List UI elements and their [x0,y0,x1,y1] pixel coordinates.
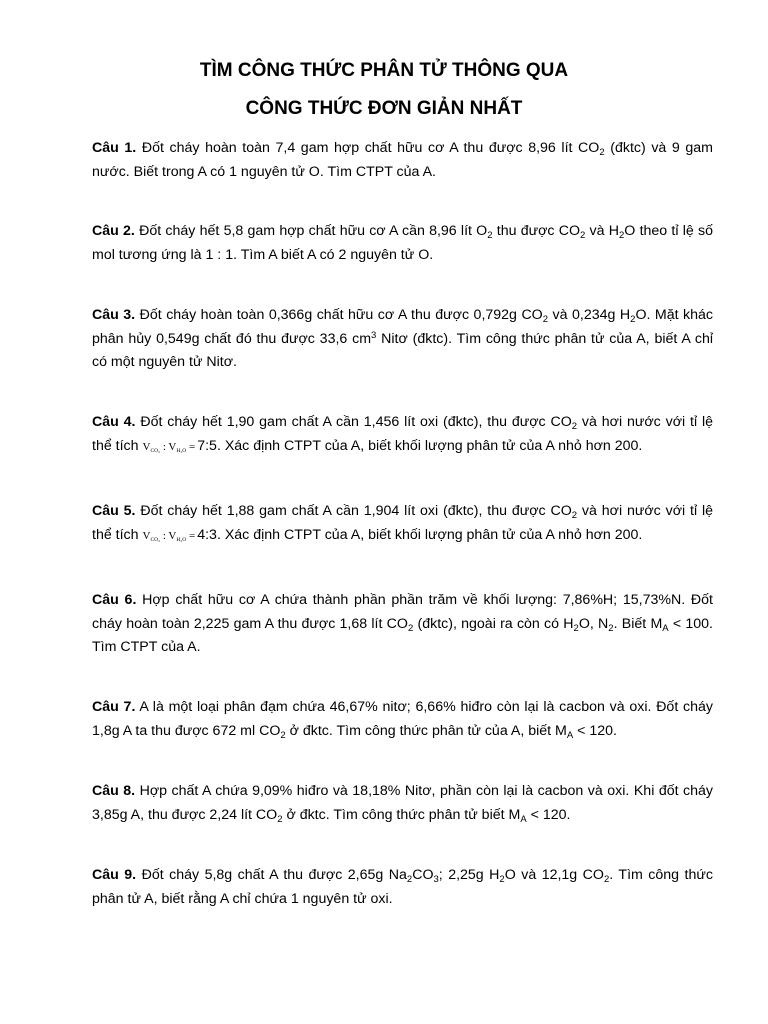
subscript: 2 [487,230,493,241]
question-text: Đốt cháy hết 1,90 gam chất A cần 1,456 lít oxi (đktc), thu được CO [135,414,572,430]
question-label: Câu 9. [92,867,137,883]
question-text: < 120. [526,806,571,823]
question-4 [92,411,713,459]
question-text: O, N [578,615,609,632]
question-text: Đốt cháy hoàn toàn 7,4 gam hợp chất hữu cơ A thu được 8,96 lít CO [136,140,600,156]
subscript: 2 [280,729,286,741]
subscript: A [566,729,574,741]
ratio-subscript: H₂O [176,536,187,543]
question-label: Câu 1. [92,140,137,156]
question-text: (đktc), ngoài ra còn có H [413,615,574,632]
question-text: Nitơ (đktc). Tìm công thức phân tử của A, biết A chỉ có một nguyên tử Nitơ. [92,330,713,370]
subscript: 2 [573,622,579,634]
question-text: 7:5. Xác định CTPT của A, biết khối lượng phân tử của A nhỏ hơn 200. [197,437,643,454]
question-5 [92,500,713,548]
question-text: (đktc) và 9 gam nước. Biết trong A có 1 nguyên tử O. Tìm CTPT của A. [92,140,713,180]
page-title-line-1: TÌM CÔNG THỨC PHÂN TỬ THÔNG QUA [199,60,569,81]
question-text: Hợp chất hữu cơ A chứa thành phần phần trăm về khối lượng: 7,86%H; 15,73%N. Đốt cháy hoàn toàn 2,225 gam A thu được 1,68 lít CO [92,592,713,632]
volume-ratio-formula [143,436,196,460]
question-text: ; 2,25g H [438,867,500,883]
ratio-subscript: H₂O [176,447,187,454]
question-text: < 120. [573,722,617,739]
question-text: < 100. Tìm CTPT của A. [92,615,713,655]
subscript: A [520,813,527,825]
question-1 [92,137,713,184]
question-label: Câu 6. [92,592,137,608]
question-text: Hợp chất A chứa 9,09% hiđro và 18,18% Nitơ, phần còn lại là cacbon và oxi. Khi đốt cháy 3,85g A, thu được 2,24 lít CO [92,783,714,823]
question-label: Câu 8. [92,783,136,799]
subscript: 2 [619,230,625,241]
ratio-symbol: V [142,440,151,453]
question-label: Câu 7. [92,699,136,715]
question-2 [92,220,713,267]
question-text: CO [412,867,434,883]
subscript: 2 [571,510,578,521]
question-text: . Tìm công thức phân tử A, biết rằng A chỉ chứa 1 nguyên tử oxi. [92,867,713,907]
volume-ratio-formula [143,525,196,549]
subscript: 2 [406,874,413,885]
question-text: Đốt cháy hết 5,8 gam hợp chất hữu cơ A cần 8,96 lít O [134,223,488,239]
subscript: A [662,622,669,634]
page-title-line-2: CÔNG THỨC ĐƠN GIẢN NHẤT [245,98,523,119]
subscript: 2 [499,874,505,885]
ratio-colon: : [160,440,169,453]
subscript: 2 [603,874,610,885]
question-text: và hơi nước với tỉ lệ thể tích [92,503,714,543]
question-label: Câu 3. [92,307,136,323]
question-label: Câu 5. [92,503,136,519]
question-text: Đốt cháy 5,8g chất A thu được 2,65g Na [136,867,407,883]
ratio-subscript: CO₂ [150,536,161,543]
question-text: O theo tỉ lệ số mol tương ứng là 1 : 1. Tìm A biết A có 2 nguyên tử O. [92,223,713,263]
ratio-symbol: V [168,529,177,542]
subscript: 2 [580,230,586,241]
question-text: Đốt cháy hoàn toàn 0,366g chất hữu cơ A thu được 0,792g CO [135,307,543,323]
ratio-symbol: V [168,440,177,453]
question-text: và H [585,223,619,239]
subscript: 2 [571,421,578,432]
ratio-equals: = [186,440,196,453]
subscript: 2 [407,622,414,634]
superscript: 3 [371,329,377,341]
question-label: Câu 4. [92,414,136,430]
question-text: O và 12,1g CO [504,867,604,883]
question-3 [92,304,713,375]
question-6 [92,589,713,660]
subscript: 2 [542,314,549,325]
question-text: thu được CO [492,223,580,239]
question-9 [92,864,713,911]
question-text: ở đktc. Tìm công thức phân tử biết M [282,806,521,823]
ratio-symbol: V [142,529,151,542]
question-8 [92,780,713,827]
question-text: và 0,234g H [548,307,631,323]
subscript: 2 [277,813,283,825]
subscript: 2 [599,147,605,158]
ratio-equals: = [186,529,196,542]
question-text: và hơi nước với tỉ lệ thể tích [92,414,714,454]
question-text: A là một loại phân đạm chứa 46,67% nitơ; 6,66% hiđro còn lại là cacbon và oxi. Đốt cháy 1,8g A ta thu được 672 ml CO [92,699,713,739]
question-7 [92,696,713,743]
question-label: Câu 2. [92,223,135,239]
subscript: 3 [433,874,439,885]
subscript: 2 [608,622,614,634]
question-text: . Biết M [613,615,663,632]
question-text: ở đktc. Tìm công thức phân tử của A, biết M [285,722,567,739]
question-text: Đốt cháy hết 1,88 gam chất A cần 1,904 lít oxi (đktc), thu được CO [135,503,572,519]
question-text: O. Mặt khác phân hủy 0,549g chất đó thu được 33,6 cm [92,307,714,347]
ratio-colon: : [160,529,169,542]
ratio-subscript: CO₂ [150,447,161,454]
question-text: 4:3. Xác định CTPT của A, biết khối lượng phân tử của A nhỏ hơn 200. [197,526,643,543]
subscript: 2 [630,314,636,325]
